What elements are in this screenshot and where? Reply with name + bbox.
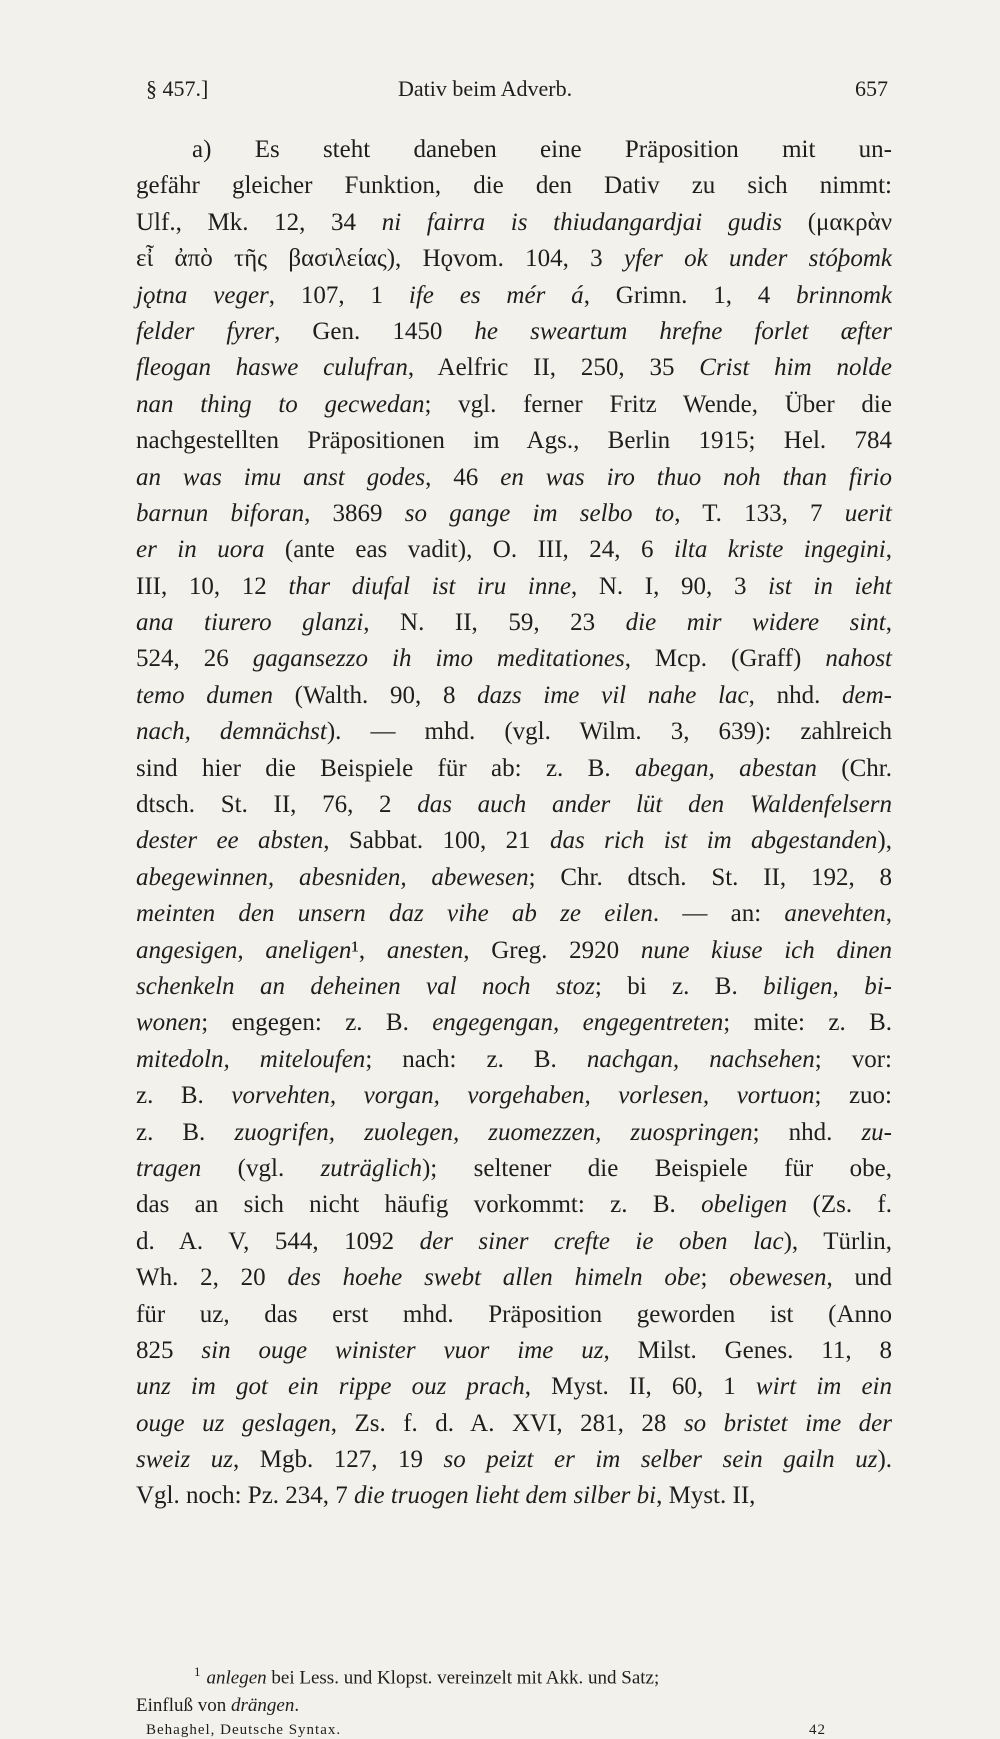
text-segment: 524, 26 <box>136 645 253 673</box>
text-line <box>136 823 892 859</box>
text-segment: ; vgl. ferner Fritz Wende, Über die <box>424 390 892 418</box>
text-line <box>136 1078 892 1114</box>
text-line <box>136 350 892 386</box>
italic-citation: obewesen <box>729 1264 827 1292</box>
text-segment: , Sabbat. 100, 21 <box>323 827 550 855</box>
italic-citation: drängen <box>231 1695 295 1717</box>
text-segment: 825 <box>136 1336 202 1364</box>
text-line <box>136 751 892 787</box>
italic-citation: dester ee absten <box>136 827 324 855</box>
text-line <box>136 314 892 350</box>
italic-citation: Crist him nolde <box>699 354 892 382</box>
text-segment: gefähr gleicher Funktion, die den Dativ zu sich nimmt: <box>136 172 892 200</box>
text-segment: bei Less. und Klopst. vereinzelt mit Akk. und Satz; <box>266 1667 660 1689</box>
text-segment: nachgestellten Präpositionen im Ags., Berlin 1915; Hel. 784 <box>136 427 892 455</box>
text-line <box>136 168 892 204</box>
text-segment: ; nhd. <box>752 1118 862 1146</box>
text-segment: , 3869 <box>304 499 405 527</box>
italic-citation: mitedoln, miteloufen <box>136 1045 366 1073</box>
text-line <box>136 205 892 241</box>
italic-citation: jǫtna veger <box>136 281 269 309</box>
text-segment: . <box>294 1695 300 1717</box>
text-line <box>136 1042 892 1078</box>
italic-citation: ana tiurero glanzi <box>136 609 364 637</box>
text-line <box>136 678 892 714</box>
text-line <box>136 1151 892 1187</box>
italic-citation: an was imu anst godes <box>136 463 426 491</box>
text-line <box>136 714 892 750</box>
italic-citation: obeligen <box>701 1191 788 1219</box>
text-segment: dtsch. St. II, 76, 2 <box>136 791 418 819</box>
book-signature: Behaghel, Deutsche Syntax. <box>146 1722 342 1738</box>
italic-citation: abegewinnen, abesniden, abewesen <box>136 863 529 891</box>
text-line <box>136 969 892 1005</box>
footnote-marker: 1 <box>194 1664 201 1679</box>
text-segment: ; nach: z. B. <box>365 1045 587 1073</box>
text-segment: , Greg. 2920 <box>463 936 641 964</box>
italic-citation: nahost <box>825 645 892 673</box>
text-segment: , <box>885 900 892 928</box>
text-line <box>136 1187 892 1223</box>
text-segment: , 107, 1 <box>268 281 409 309</box>
italic-citation: angesigen, aneligen <box>136 936 352 964</box>
text-line <box>136 1333 892 1369</box>
italic-citation: dazs ime vil nahe lac <box>477 681 749 709</box>
text-segment: ; mite: z. B. <box>723 1009 892 1037</box>
italic-citation: zu- <box>861 1118 892 1146</box>
italic-citation: vorvehten, vorgan, vorgehaben, vorlesen, vortuon <box>231 1082 815 1110</box>
text-segment: , Myst. II, 60, 1 <box>524 1373 756 1401</box>
text-segment: , Milst. Genes. 11, 8 <box>603 1336 893 1364</box>
italic-citation: tragen <box>136 1154 202 1182</box>
italic-citation: biligen, bi- <box>763 972 892 1000</box>
text-segment: , N. II, 59, 23 <box>363 609 626 637</box>
italic-citation: nune kiuse ich dinen <box>640 936 892 964</box>
text-segment: d. A. V, 544, 1092 <box>136 1227 420 1255</box>
italic-citation: ni fairra is thiudangardjai gudis <box>381 208 783 236</box>
text-segment: ). <box>877 1446 893 1474</box>
italic-citation: engegengan, engegentreten <box>432 1009 724 1037</box>
text-segment: z. B. <box>136 1082 232 1110</box>
text-segment: , Aelfric II, 250, 35 <box>407 354 700 382</box>
text-segment: , nhd. <box>748 681 843 709</box>
italic-citation: wonen <box>136 1009 202 1037</box>
italic-citation: anevehten <box>784 900 886 928</box>
italic-citation: gagansezzo ih imo meditationes <box>252 645 625 673</box>
sheet-number: 42 <box>809 1722 826 1738</box>
text-segment: , T. 133, 7 <box>674 499 845 527</box>
italic-citation: unz im got ein rippe ouz prach <box>136 1373 525 1401</box>
italic-citation: ilta kriste ingegini <box>673 536 886 564</box>
text-line <box>136 1224 892 1260</box>
text-segment: Vgl. noch: Pz. 234, 7 <box>136 1482 355 1510</box>
text-segment: (vgl. <box>201 1154 321 1182</box>
text-line <box>136 1115 892 1151</box>
italic-citation: he sweartum hrefne forlet æfter <box>474 317 893 345</box>
text-line <box>136 241 892 277</box>
text-segment: ; zuo: <box>814 1082 893 1110</box>
text-segment: , 46 <box>425 463 501 491</box>
italic-citation: fleogan haswe culufran <box>136 354 408 382</box>
italic-citation: so peizt er im selber sein gailn uz <box>443 1446 878 1474</box>
text-line <box>136 569 892 605</box>
text-segment: εἶ ἀπὸ τῆς βασιλείας), Hǫvom. 104, 3 <box>136 245 624 273</box>
page-number: 657 <box>855 76 888 101</box>
text-segment: ; <box>700 1264 730 1292</box>
italic-citation: so bristet ime der <box>683 1409 892 1437</box>
italic-citation: er in uora <box>136 536 265 564</box>
text-line <box>136 460 892 496</box>
text-line <box>136 787 892 823</box>
italic-citation: die mir widere sint <box>625 609 886 637</box>
italic-citation: die truogen lieht dem silber bi <box>354 1482 657 1510</box>
text-line <box>136 1297 892 1333</box>
italic-citation: zuogrifen, zuolegen, zuomezzen, zuospringen <box>234 1118 753 1146</box>
text-line <box>136 1406 892 1442</box>
italic-citation: das rich ist im abgestanden <box>550 827 878 855</box>
text-segment: (Chr. <box>816 754 892 782</box>
italic-citation: sweiz uz <box>136 1446 233 1474</box>
text-segment: das an sich nicht häufig vorkommt: z. B. <box>136 1191 702 1219</box>
main-paragraph <box>136 132 892 1515</box>
text-line <box>136 896 892 932</box>
text-segment: ¹, <box>351 936 387 964</box>
italic-citation: anlegen <box>206 1667 267 1689</box>
text-line <box>136 933 892 969</box>
text-line <box>136 423 892 459</box>
italic-citation: dem- <box>842 681 893 709</box>
footnote-line <box>136 1658 892 1692</box>
text-segment: ). — mhd. (vgl. Wilm. 3, 639): zahlreich <box>326 718 892 746</box>
text-segment: ; engegen: z. B. <box>201 1009 433 1037</box>
text-segment: sind hier die Beispiele für ab: z. B. <box>136 754 635 782</box>
italic-citation: der siner crefte ie oben lac <box>419 1227 784 1255</box>
footnote-line <box>136 1692 892 1720</box>
text-segment: ; bi z. B. <box>594 972 764 1000</box>
text-segment: Wh. 2, 20 <box>136 1264 288 1292</box>
italic-citation: anesten <box>386 936 464 964</box>
text-line <box>136 532 892 568</box>
italic-citation: des hoehe swebt allen himeln obe <box>287 1264 701 1292</box>
italic-citation: wirt im ein <box>755 1373 892 1401</box>
text-line <box>136 860 892 896</box>
text-segment: , N. I, 90, 3 <box>570 572 769 600</box>
text-segment: , Myst. II, <box>656 1482 756 1510</box>
text-line <box>136 387 892 423</box>
italic-citation: nan thing to gecwedan <box>136 390 425 418</box>
italic-citation: felder fyrer <box>136 317 275 345</box>
text-line <box>136 605 892 641</box>
italic-citation: meinten den unsern daz vihe ab ze eilen <box>136 900 653 928</box>
text-line <box>136 1442 892 1478</box>
section-reference: § 457.] <box>146 76 209 101</box>
text-segment: ), Türlin, <box>783 1227 892 1255</box>
italic-citation: en was iro thuo noh than firio <box>500 463 893 491</box>
text-segment: (μακρὰν <box>782 208 893 236</box>
italic-citation: yfer ok under stóþomk <box>623 245 892 273</box>
text-line <box>136 1478 892 1514</box>
text-segment: ; vor: <box>814 1045 892 1073</box>
text-segment: , Mgb. 127, 19 <box>232 1446 444 1474</box>
text-segment: , Gen. 1450 <box>274 317 475 345</box>
italic-citation: ist in ieht <box>768 572 892 600</box>
italic-citation: nachgan, nachsehen <box>586 1045 815 1073</box>
text-segment: , Mcp. (Graff) <box>624 645 826 673</box>
italic-citation: so gange im selbo to <box>404 499 675 527</box>
italic-citation: barnun biforan <box>136 499 305 527</box>
italic-citation: abegan, abestan <box>634 754 817 782</box>
italic-citation: thar diufal ist iru inne <box>288 572 571 600</box>
italic-citation: uerit <box>844 499 892 527</box>
text-line <box>136 1260 892 1296</box>
italic-citation: ife es mér á <box>408 281 584 309</box>
running-header <box>146 76 888 116</box>
text-line <box>136 496 892 532</box>
text-segment: für uz, das erst mhd. Präposition geworden ist (Anno <box>136 1300 892 1328</box>
italic-citation: nach, demnächst <box>136 718 327 746</box>
text-segment: ); seltener die Beispiele für obe, <box>421 1154 892 1182</box>
italic-citation: brinnomk <box>796 281 892 309</box>
text-segment: , <box>885 609 892 637</box>
text-segment: Einfluß von <box>136 1695 231 1717</box>
text-segment: (Zs. f. <box>787 1191 892 1219</box>
text-line <box>136 641 892 677</box>
text-segment: (Walth. 90, 8 <box>272 681 478 709</box>
text-segment: Ulf., Mk. 12, 34 <box>136 208 382 236</box>
italic-citation: das auch ander lüt den Waldenfelsern <box>417 791 892 819</box>
text-segment: , und <box>826 1264 893 1292</box>
text-segment: ; Chr. dtsch. St. II, 192, 8 <box>528 863 892 891</box>
text-segment: (ante eas vadit), O. III, 24, 6 <box>264 536 674 564</box>
text-segment: , Zs. f. d. A. XVI, 281, 28 <box>330 1409 684 1437</box>
italic-citation: zuträglich <box>320 1154 422 1182</box>
text-line <box>136 132 892 168</box>
text-segment: z. B. <box>136 1118 235 1146</box>
text-line <box>136 1005 892 1041</box>
italic-citation: temo dumen <box>136 681 273 709</box>
text-segment: ), <box>877 827 892 855</box>
text-segment: . — an: <box>652 900 785 928</box>
text-segment: , <box>885 536 892 564</box>
text-line <box>136 278 892 314</box>
text-segment: , Grimn. 1, 4 <box>583 281 797 309</box>
page-title: Dativ beim Adverb. <box>398 76 573 101</box>
italic-citation: schenkeln an deheinen val noch stoz <box>136 972 595 1000</box>
footnote <box>136 1658 892 1720</box>
text-segment: III, 10, 12 <box>136 572 289 600</box>
text-segment: a) Es steht daneben eine Präposition mit un- <box>192 136 892 163</box>
italic-citation: ouge uz geslagen <box>136 1409 331 1437</box>
text-line <box>136 1369 892 1405</box>
italic-citation: sin ouge winister vuor ime uz <box>201 1336 604 1364</box>
